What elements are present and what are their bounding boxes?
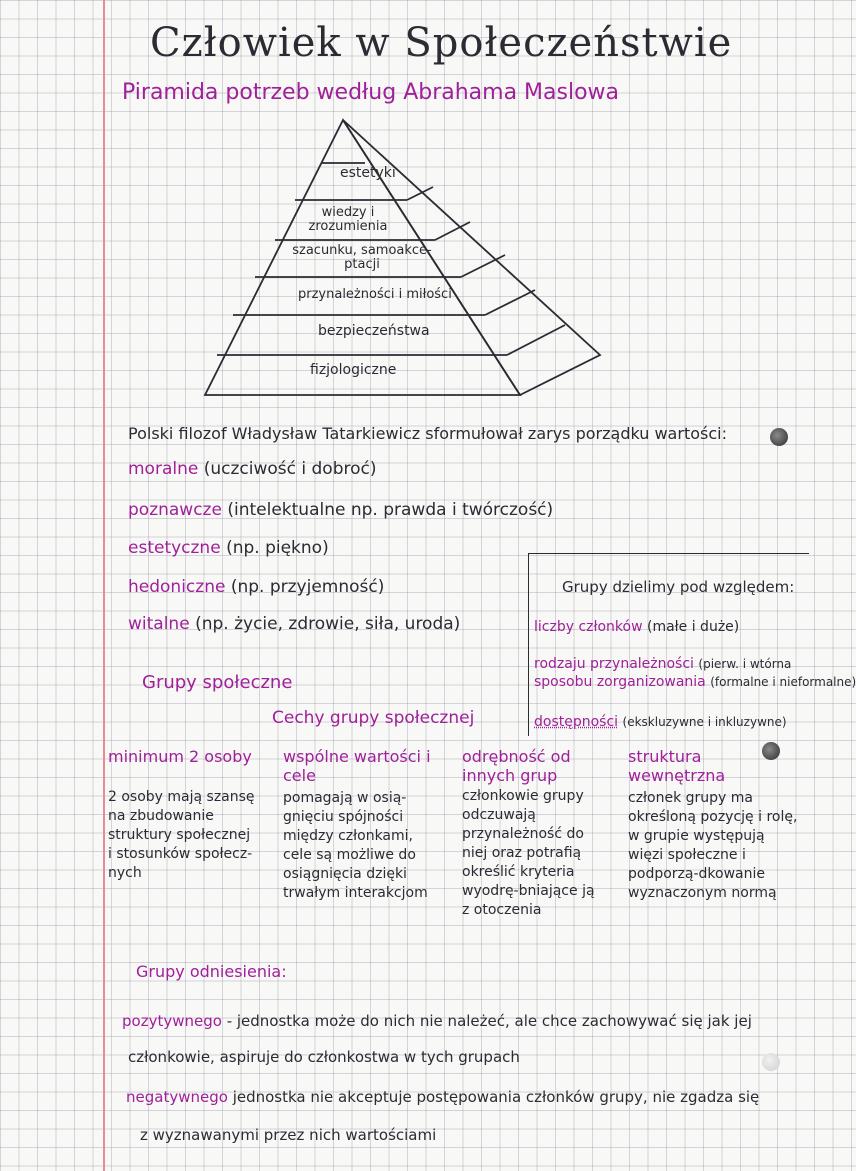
value-item-moralne [128, 459, 377, 479]
criterion-term: dostępności [534, 714, 619, 730]
social-groups-heading: Grupy społeczne [142, 672, 293, 693]
groups-criterion-4 [534, 714, 787, 730]
value-term: estetyczne [128, 538, 221, 558]
criterion-term: liczby członków [534, 619, 643, 635]
criterion-desc: (pierw. i wtórna [698, 657, 792, 671]
tatarkiewicz-intro: Polski filozof Władysław Tatarkiewicz sformułował zarys porządku wartości: [128, 424, 727, 443]
feature-head: odrębność od innych grup [462, 747, 571, 785]
value-desc: (intelektualne np. prawda i twórczość) [227, 500, 554, 520]
feature-body: pomagają w osią-gnięciu spójności między członkami, cele są możliwe do osiągnięcia dzięki trwałym interakcjom [283, 790, 428, 901]
pyramid-level-4: przynależności i miłości [298, 287, 452, 302]
value-term: witalne [128, 614, 190, 634]
pyramid-level-5: bezpieczeństwa [318, 323, 430, 339]
reference-term: pozytywnego [122, 1012, 222, 1030]
groups-criterion-2 [534, 656, 791, 672]
feature-column-4 [628, 747, 798, 903]
groups-criterion-3 [534, 674, 856, 690]
value-desc: (uczciwość i dobroć) [203, 459, 377, 479]
value-desc: (np. piękno) [226, 538, 329, 558]
page-title: Człowiek w Społeczeństwie [150, 20, 733, 66]
feature-head: struktura wewnętrzna [628, 747, 726, 785]
criterion-desc: (formalne i nieformalne) [710, 675, 856, 689]
reference-negative-cont: z wyznawanymi przez nich wartościami [140, 1126, 437, 1144]
value-desc: (np. przyjemność) [230, 577, 385, 597]
feature-head: wspólne wartości i cele [283, 747, 431, 785]
reference-term: negatywnego [126, 1088, 228, 1106]
value-desc: (np. życie, zdrowie, siła, uroda) [195, 614, 461, 634]
feature-column-1 [108, 747, 258, 883]
pyramid-level-6: fizjologiczne [310, 362, 397, 378]
value-term: hedoniczne [128, 577, 226, 597]
features-heading: Cechy grupy społecznej [272, 708, 475, 728]
reference-positive [122, 1012, 752, 1030]
feature-body: 2 osoby mają szansę na zbudowanie struktury społecznej i stosunków społecz-nych [108, 789, 255, 881]
punch-hole [762, 1053, 780, 1071]
reference-positive-cont: członkowie, aspiruje do członkostwa w tych grupach [128, 1048, 520, 1066]
feature-column-2 [283, 747, 433, 903]
margin-line [103, 0, 105, 1171]
pyramid-level-3: szacunku, samoakce-ptacji [292, 243, 432, 272]
groups-box-heading: Grupy dzielimy pod względem: [562, 578, 795, 596]
reference-text: jednostka nie akceptuje postępowania członków grupy, nie zgadza się [232, 1088, 760, 1106]
value-term: moralne [128, 459, 199, 479]
reference-negative [126, 1088, 759, 1106]
feature-body: członek grupy ma określoną pozycję i rolę, w grupie występują więzi społeczne i podporzą-dkowanie wyznaczonym normą [628, 790, 798, 901]
criterion-desc: (ekskluzywne i inkluzywne) [622, 715, 787, 729]
page-subtitle: Piramida potrzeb według Abrahama Maslowa [122, 80, 620, 105]
reference-groups-heading: Grupy odniesienia: [136, 962, 287, 981]
feature-body: członkowie grupy odczuwają przynależność do niej oraz potrafią określić kryteria wyodrę-bniające ją z otoczenia [462, 788, 595, 918]
criterion-desc: (małe i duże) [647, 619, 740, 635]
value-item-poznawcze [128, 500, 553, 520]
value-item-estetyczne [128, 538, 329, 558]
value-term: poznawcze [128, 500, 222, 520]
groups-criterion-1 [534, 619, 739, 635]
pyramid-level-2: wiedzy i zrozumienia [308, 205, 388, 234]
criterion-term: sposobu zorganizowania [534, 674, 706, 690]
pyramid-level-1: estetyki [340, 165, 396, 181]
criterion-term: rodzaju przynależności [534, 656, 694, 672]
reference-text: - jednostka może do nich nie należeć, ale chce zachowywać się jak jej [226, 1012, 752, 1030]
value-item-witalne [128, 614, 460, 634]
feature-head: minimum 2 osoby [108, 747, 252, 766]
punch-hole [770, 428, 788, 446]
feature-column-3 [462, 747, 602, 920]
value-item-hedoniczne [128, 577, 384, 597]
